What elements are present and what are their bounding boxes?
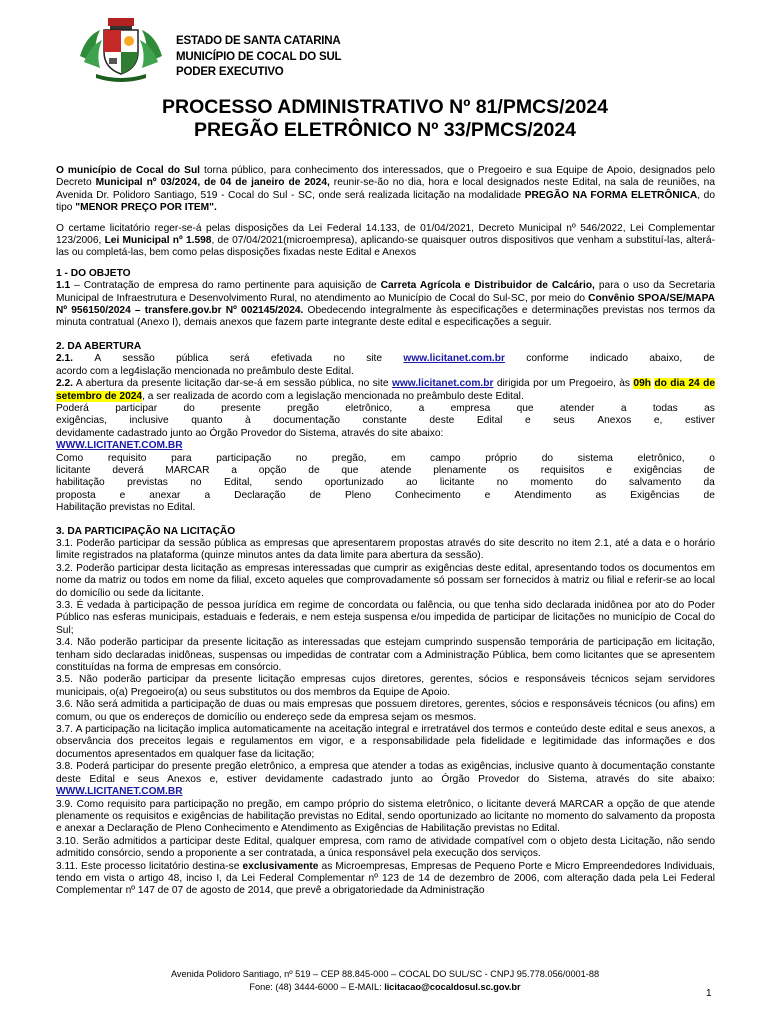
clause-2-1-line: 2.1. A sessão pública será efetivada no site www.licitanet.com.br conforme indicado abaixo, de: [56, 353, 715, 365]
clause-3-11: 3.11. Este processo licitatório destina-se exclusivamente as Microempresas, Empresas de Pequeno Porte e Micro Empreendedores Individuais, tendo em vista o artigo 48, inciso I, da Lei Federal Complementar nº 123 de 14 de dezembro de 2006, com alteração dada pela Lei Federal Complementar nº 147 de 07 de agosto de 2014, que prevê a obrigatoriedade da Administração: [56, 860, 716, 897]
clause-3-9: 3.9. Como requisito para participação no pregão, em campo próprio do sistema eletrônico, o licitante deverá MARCAR a opção de que atende plenamente os requisitos e exigências de habilitação previstas no Edital, sendo oportunizado ao licitante no momento do salvamento da proposta e anexar a Declaração de Pleno Conhecimento e Atendimento as Exigências de Habilitação previstas no Edital.: [56, 798, 715, 835]
section-heading-participacao: 3. DA PARTICIPAÇÃO NA LICITAÇÃO: [56, 525, 236, 537]
highlight-time: 09h: [633, 378, 651, 390]
clause-3-10: 3.10. Serão admitidos a participar deste Edital, qualquer empresa, com ramo de atividade compatível com o objeto desta Licitação, não sendo admitido consórcio, sendo a proponente a ser contratada, a única responsável pela execução dos serviços.: [56, 835, 715, 860]
text: , de 07/04/2021(microempresa), aplicando-se quaisquer outros dispositivos que venham a substituí-las, alterá-las ou completá-las, bem como pelas disposições fixadas neste Edital e Anexos: [56, 235, 715, 259]
text-bold: "MENOR PREÇO POR ITEM".: [75, 202, 217, 214]
text-bold: O município de Cocal do Sul: [56, 165, 201, 176]
document-body: [56, 165, 715, 898]
page-number: 1: [706, 988, 712, 999]
footer-address: Avenida Polidoro Santiago, nº 519 – CEP 88.845-000 – COCAL DO SUL/SC - CNPJ 95.778.056/0001-88: [170, 969, 600, 979]
intro-paragraph: [56, 165, 715, 215]
clause-number: 1.1: [56, 280, 71, 292]
highlight-date: do dia 24 de setembro de 2024: [56, 378, 715, 402]
clause-2-2: 2.2. A abertura da presente licitação dar-se-á em sessão pública, no site www.licitanet.com.br dirigida por um Pregoeiro, às 09h do dia 24 de setembro de 2024, a ser realizada de acordo com a legislação mencionada no preâmbulo deste Edital.: [56, 378, 715, 402]
clause-3-4: 3.4. Não poderão participar da presente licitação as interessadas que estejam cumprindo suspensão temporária de participação em licitação, tenham sido declaradas inidôneas, suspensas ou impedidas de contratar com a Administração Pública, bem como licitantes que se apresentem constituídas na forma de empresas em consórcio.: [56, 637, 715, 674]
clause-1-1: [56, 280, 715, 330]
clause-3-5: 3.5. Não poderão participar da presente licitação empresas cujos diretores, gerentes, sócios e responsáveis técnicos sejam servidores municipais, o(a) Pregoeiro(a) ou seus substitutos ou dos membros da Equipe de Apoio.: [56, 674, 715, 698]
clause-2-1-cont: acordo com a leg4islação mencionada no preâmbulo deste Edital.: [56, 365, 354, 377]
text: Obedecendo integralmente às especificações e determinações previstas nos termos da minuta contratual (Anexo I), demais anexos que fazem parte integrante deste edital e especificações a seguir.: [56, 305, 715, 329]
clause-3-2: 3.2. Poderão participar desta licitação as empresas interessadas que cumprir as exigências deste edital, apresentando todos os documentos em nome da matriz ou todos em nome da filial, exceto aqueles que comprovadamente só possam ser fornecidos à matriz ou filial e referir-se ao local do domicílio ou sede da licitante.: [56, 562, 715, 599]
text: para o uso da Secretaria Municipal de Infraestrutura e Desenvolvimento Rural, no atendimento ao Município de Cocal do Sul-SC, por meio do: [56, 280, 716, 304]
text-bold: Carreta Agrícola e Distribuidor de Calcário,: [380, 280, 595, 292]
footer-email: licitacao@cocaldosul.sc.gov.br: [384, 981, 521, 992]
branch-name: PODER EXECUTIVO: [176, 66, 284, 78]
justified-line: licitante deverá MARCAR a opção de que atende plenamente os requisitos e exigências de: [56, 464, 715, 476]
licitanet-link[interactable]: WWW.LICITANET.COM.BR: [56, 786, 183, 798]
text-line: Habilitação previstas no Edital.: [56, 502, 196, 514]
justified-line: Como requisito para participação no pregão, em campo próprio do sistema eletrônico, o: [56, 452, 715, 464]
section-heading-abertura: 2. DA ABERTURA: [56, 340, 142, 352]
clause-3-8: 3.8. Poderá participar do presente pregão eletrônico, a empresa que atender a todas as exigências, inclusive quanto à documentação constante deste Edital e seus Anexos e, estiver devidamente cadastrado junto ao Órgão Provedor do Sistema, através do site abaixo: WWW.LICITANET.COM.BR: [56, 761, 715, 798]
municipality-name: MUNICÍPIO DE COCAL DO SUL: [176, 50, 342, 63]
justified-line: Poderá participar do presente pregão eletrônico, a empresa que atender a todas as: [56, 402, 715, 414]
justified-line: habilitação previstas no Edital, sendo oportunizado ao licitante no momento do salvamento da: [56, 477, 715, 489]
legal-basis-paragraph: [56, 223, 715, 260]
text-bold: PREGÃO NA FORMA ELETRÔNICA: [524, 189, 698, 201]
clause-3-3: 3.3. É vedada à participação de pessoa jurídica em regime de concordata ou falência, ou que tenha sido declarada inidônea por ato do Poder Público nas esferas municipais, estaduais e federais, e nem esteja suspensa e/ou impedida de participar de licitações no município de Cocal do Sul;: [56, 600, 715, 636]
section-heading-objeto: 1 - DO OBJETO: [56, 267, 131, 279]
process-title: PROCESSO ADMINISTRATIVO Nº 81/PMCS/2024: [162, 96, 608, 118]
text: – Contratação de empresa do ramo pertinente para aquisição de: [70, 280, 381, 292]
document-title: [0, 96, 770, 142]
licitanet-link[interactable]: WWW.LICITANET.COM.BR: [56, 440, 183, 452]
licitanet-link-line: [56, 440, 715, 452]
text-bold: Lei Municipal nº 1.598: [104, 235, 212, 247]
auction-title: PREGÃO ELETRÔNICO Nº 33/PMCS/2024: [193, 119, 577, 141]
licitanet-link[interactable]: www.licitanet.com.br: [391, 378, 494, 390]
text: O certame licitatório reger-se-á pelas disposições da Lei Federal 14.133, de 01/04/2021, Decreto Municipal nº 546/2022, Lei Complementar 123/2006,: [56, 222, 715, 247]
letterhead: [176, 34, 341, 81]
page-footer: [0, 968, 770, 993]
text: reunir-se-ão no dia, hora e local designados neste Edital, na sala de reuniões, na Avenida Dr. Polidoro Santiago, 519 - Cocal do Sul - SC, onde será realizada licitação na modalidade: [56, 177, 715, 201]
text-line: devidamente cadastrado junto ao Órgão Provedor do Sistema, através do site abaixo:: [56, 427, 444, 439]
clause-3-7: 3.7. A participação na licitação implica automaticamente na aceitação integral e irretratável dos termos e conteúdo deste edital e seus anexos, a observância dos preceitos legais e regulamentos em vigor, e a responsabilidade pela fidelidade e legitimidade das informações e dos documentos apresentados em qualquer fase da licitação;: [56, 724, 715, 760]
municipal-crest-logo: [76, 16, 166, 82]
clause-3-1: 3.1. Poderão participar da sessão pública as empresas que apresentarem propostas através do site descrito no item 2.1, até a data e o horário limite registrados na plataforma (quinze minutos antes da data limite para abertura da sessão).: [56, 537, 715, 562]
footer-contact: Fone: (48) 3444-6000 – E-MAIL: licitacao@cocaldosul.sc.gov.br: [249, 981, 521, 992]
justified-line: proposta e anexar a Declaração de Pleno Conhecimento e Atendimento as Exigências de: [56, 489, 715, 501]
state-name: ESTADO DE SANTA CATARINA: [176, 35, 341, 47]
licitanet-link[interactable]: www.licitanet.com.br: [403, 353, 505, 365]
text-bold: Convênio SPOA/SE/MAPA Nº 956150/2024 – transfere.gov.br Nº 002145/2024.: [56, 292, 715, 317]
text: , do tipo: [56, 189, 715, 214]
justified-line: exigências, inclusive quanto à documentação constante deste Edital e seus Anexos e, estiver: [56, 415, 715, 427]
text-bold: Municipal nº 03/2024, de 04 de janeiro de 2024,: [95, 177, 330, 189]
text: torna público, para conhecimento dos interessados, que o Pregoeiro e sua Equipe de Apoio, designados pelo Decreto: [56, 165, 716, 189]
clause-3-6: 3.6. Não será admitida a participação de duas ou mais empresas que possuem diretores, gerentes, sócios e responsáveis técnicos (ou afins) em comum, ou que os endereços de domicílio ou endereço sede da empresa sejam os mesmos.: [56, 699, 715, 723]
